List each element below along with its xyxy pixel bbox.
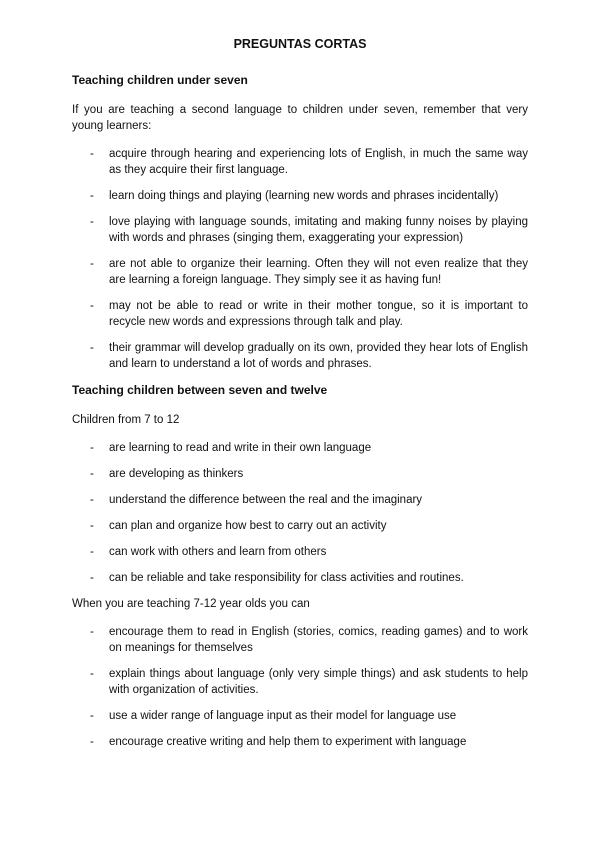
list-item xyxy=(72,570,528,586)
list-item xyxy=(72,734,528,750)
list-item xyxy=(72,708,528,724)
list-item-text: love playing with language sounds, imitating and making funny noises by playing with words and phrases (singing them, exaggerating your expression) xyxy=(109,216,528,244)
dash-bullet: - xyxy=(90,494,94,506)
dash-bullet: - xyxy=(90,736,94,748)
section-intro-teaching-7-12: When you are teaching 7-12 year olds you can xyxy=(72,598,310,610)
list-item xyxy=(72,666,528,698)
list-item xyxy=(72,256,528,288)
section-heading-seven-to-twelve: Teaching children between seven and twelve xyxy=(72,383,328,397)
list-item xyxy=(72,214,528,246)
list-item-text: understand the difference between the real and the imaginary xyxy=(109,494,423,506)
page-title: PREGUNTAS CORTAS xyxy=(233,37,367,51)
dash-bullet: - xyxy=(90,572,94,584)
list-item-text: their grammar will develop gradually on its own, provided they hear lots of English and learn to understand a lot of words and phrases. xyxy=(109,342,528,370)
list-item-text: are not able to organize their learning. Often they will not even realize that they are learning a foreign language. They simply see it as having fun! xyxy=(109,258,528,286)
list-item-text: encourage them to read in English (stories, comics, reading games) and to work on meanings for themselves xyxy=(109,626,528,654)
dash-bullet: - xyxy=(90,216,94,228)
list-item-text: may not be able to read or write in their mother tongue, so it is important to recycle new words and expressions through talk and play. xyxy=(109,300,528,328)
list-item-text: explain things about language (only very simple things) and ask students to help with organization of activities. xyxy=(109,668,528,696)
list-item xyxy=(72,188,528,204)
dash-bullet: - xyxy=(90,148,94,160)
list-item-text: can plan and organize how best to carry out an activity xyxy=(109,520,387,532)
list-item xyxy=(72,298,528,330)
list-item xyxy=(72,466,528,482)
list-item xyxy=(72,340,528,372)
list-item-text: can be reliable and take responsibility for class activities and routines. xyxy=(109,572,464,584)
list-item-text: use a wider range of language input as their model for language use xyxy=(109,710,457,722)
dash-bullet: - xyxy=(90,710,94,722)
list-item-text: are developing as thinkers xyxy=(109,468,244,480)
list-item xyxy=(72,440,528,456)
dash-bullet: - xyxy=(90,442,94,454)
section-heading-under-seven: Teaching children under seven xyxy=(72,73,248,87)
list-item xyxy=(72,544,528,560)
list-item xyxy=(72,624,528,656)
dash-bullet: - xyxy=(90,342,94,354)
list-item-text: acquire through hearing and experiencing lots of English, in much the same way as they acquire their first language. xyxy=(109,148,528,176)
list-teaching-7-12 xyxy=(72,624,528,750)
dash-bullet: - xyxy=(90,668,94,680)
dash-bullet: - xyxy=(90,190,94,202)
list-item xyxy=(72,492,528,508)
dash-bullet: - xyxy=(90,468,94,480)
list-item-text: can work with others and learn from others xyxy=(109,546,327,558)
section-intro-under-seven: If you are teaching a second language to children under seven, remember that very young learners: xyxy=(72,104,528,132)
dash-bullet: - xyxy=(90,626,94,638)
dash-bullet: - xyxy=(90,258,94,270)
list-seven-to-twelve xyxy=(72,440,528,586)
section-intro-seven-to-twelve: Children from 7 to 12 xyxy=(72,414,180,426)
dash-bullet: - xyxy=(90,300,94,312)
list-item xyxy=(72,146,528,178)
list-item-text: are learning to read and write in their own language xyxy=(109,442,372,454)
list-item-text: learn doing things and playing (learning new words and phrases incidentally) xyxy=(109,190,499,202)
list-item xyxy=(72,518,528,534)
dash-bullet: - xyxy=(90,520,94,532)
list-item-text: encourage creative writing and help them to experiment with language xyxy=(109,736,467,748)
list-under-seven xyxy=(72,146,528,372)
dash-bullet: - xyxy=(90,546,94,558)
